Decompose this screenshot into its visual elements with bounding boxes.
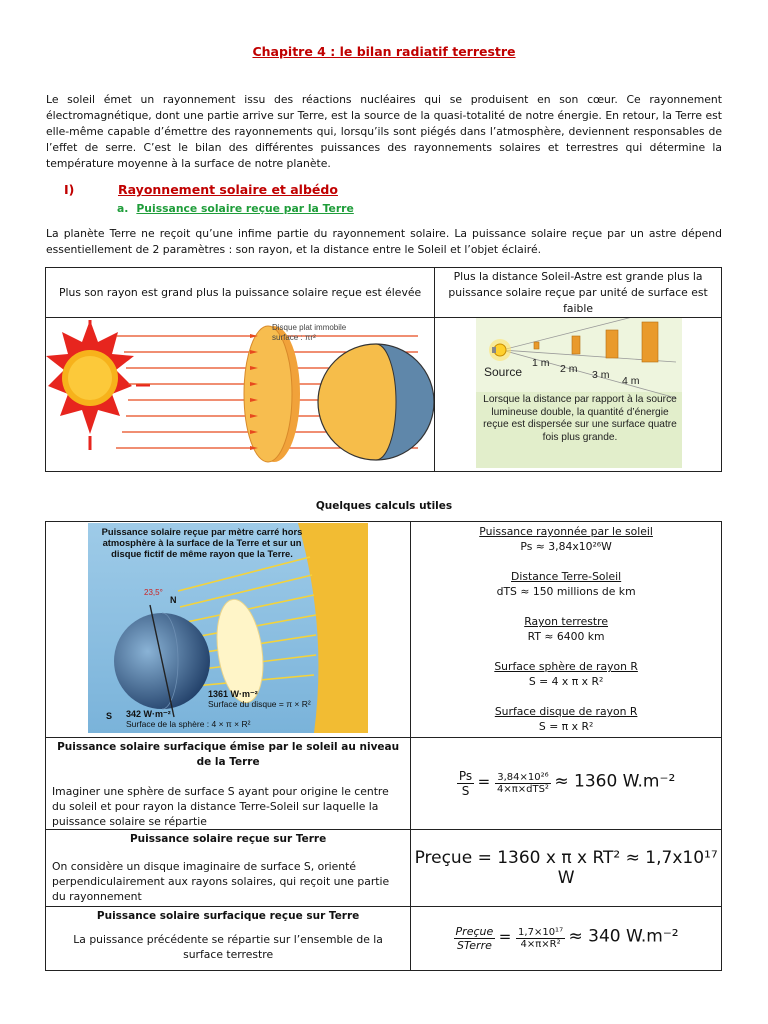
row3-formula-cell — [411, 830, 722, 907]
row3-formula: Preçue = 1360 x π x RT² ≈ 1,7x10¹⁷ W — [414, 848, 718, 888]
section-title: Rayonnement solaire et albédo — [118, 182, 338, 197]
second-paragraph: La planète Terre ne reçoit qu’une infime partie du rayonnement solaire. La puissance solaire reçue par un astre dépend essentiellement de 2 paramètres : son rayon, et la distance entre le Soleil et l’objet éclairé. — [46, 227, 722, 256]
distance-1m: 1 m — [531, 357, 550, 369]
row2-description-cell — [46, 738, 411, 830]
row2-fraction-2: 3,84×10²⁶ 4×π×dTS² — [496, 772, 549, 795]
row4-description-cell — [46, 907, 411, 971]
sphere-value: S = 4 x π x R² — [528, 675, 604, 688]
tilt-angle-label: 23,5° — [144, 588, 163, 597]
subsection-title: Puissance solaire reçue par la Terre — [136, 202, 354, 215]
col2-header: Plus la distance Soleil-Astre est grande plus la puissance solaire reçue par unité de surface est faible — [435, 268, 722, 318]
sphere-surface-formula: Surface de la sphère : 4 × π × R² — [126, 719, 251, 729]
row2-fraction-1: $\frac{Ps}{S}$ — [458, 769, 473, 798]
disk-flux-value: 1361 W·m⁻² — [208, 689, 258, 699]
inverse-square-figure — [436, 318, 721, 468]
flat-disk-shape — [244, 326, 300, 462]
dts-title: Distance Terre-Soleil — [511, 570, 622, 583]
disk-surface-formula: Surface du disque = π × R² — [208, 699, 311, 709]
page-title: Chapitre 4 : le bilan radiatif terrestre — [252, 44, 516, 59]
figure-caption: Puissance solaire reçue par mètre carré hors atmosphère à la surface de la Terre et sur un disque fictif de même rayon que la Terre. — [101, 526, 303, 559]
dts-value: dTS ≈ 150 millions de km — [496, 585, 636, 598]
subsection-letter: a. — [117, 202, 129, 215]
earth-sphere-shape — [318, 344, 434, 460]
rt-title: Rayon terrestre — [524, 615, 609, 628]
row2-text: Imaginer une sphère de surface S ayant pour origine le centre du soleil et pour rayon la distance Terre-Soleil sur laquelle la puissance solaire se répartie — [52, 785, 389, 828]
calc-title: Quelques calculs utiles — [315, 500, 453, 512]
ps-title: Puissance rayonnée par le soleil — [479, 525, 653, 538]
useful-data-cell — [411, 522, 722, 738]
row4-text: La puissance précédente se répartie sur l’ensemble de la surface terrestre — [73, 933, 383, 961]
ps-value: Ps ≈ 3,84x10²⁶W — [520, 540, 612, 553]
earth-figure-cell — [46, 522, 411, 738]
disk-title: Surface disque de rayon R — [494, 705, 638, 718]
sun-disk-earth-figure — [46, 318, 434, 468]
row2-formula-cell: $\frac{Ps}{S}$ = 3,84×10²⁶ 4×π×dTS² ≈ 1360 W.m⁻² — [411, 738, 722, 830]
sphere-flux-value: 342 W·m⁻² — [126, 709, 171, 719]
distance-caption: Lorsque la distance par rapport à la source lumineuse double, la quantité d’énergie reçue est dispersée sur une surface quatre fois plus grande. — [482, 394, 677, 443]
sphere-title: Surface sphère de rayon R — [494, 660, 638, 673]
section-number: I) — [64, 182, 75, 197]
distance-2m: 2 m — [559, 363, 578, 375]
row3-description-cell — [46, 830, 411, 907]
row2-result: ≈ 1360 W.m⁻² — [554, 771, 676, 792]
north-label: N — [170, 595, 177, 605]
row4-result: ≈ 340 W.m⁻² — [568, 926, 679, 947]
lightbulb-icon — [489, 339, 511, 361]
row4-fraction-1: Preçue STerre — [455, 925, 494, 952]
row4-heading: Puissance solaire surfacique reçue sur Terre — [96, 910, 360, 922]
disk-label-1: Disque plat immobile — [272, 323, 347, 332]
row3-text: On considère un disque imaginaire de surface S, orienté perpendiculairement aux rayons solaires, qui reçoit une partie du rayonnement — [52, 860, 390, 903]
distance-figure-cell — [435, 318, 722, 472]
comparison-table — [45, 267, 722, 472]
radius-figure-cell — [46, 318, 435, 472]
section-heading — [64, 182, 338, 197]
earth-sun-figure — [88, 523, 368, 733]
subsection-heading — [117, 202, 354, 215]
source-label: Source — [483, 365, 522, 379]
calculations-table — [45, 521, 722, 971]
row2-heading: Puissance solaire surfacique émise par le soleil au niveau de la Terre — [57, 741, 400, 768]
disk-label-2: surface : πr² — [272, 333, 316, 342]
rt-value: RT ≈ 6400 km — [527, 630, 605, 643]
row4-fraction-2: $\frac{\text{1,7×10¹⁷}}{\text{4×π×R²}}$ — [518, 927, 564, 950]
col1-header: Plus son rayon est grand plus la puissance solaire reçue est élevée — [46, 268, 435, 318]
distance-4m: 4 m — [621, 375, 640, 387]
south-label: S — [106, 711, 113, 721]
row4-formula-cell: Preçue STerre = $\frac{\text{1,7×10¹⁷}}{\text{4×π×R²}}$ ≈ 340 W.m⁻² — [411, 907, 722, 971]
intro-paragraph: Le soleil émet un rayonnement issu des réactions nucléaires qui se produisent en son cœur. Ce rayonnement électromagnétique, dont une partie arrive sur Terre, est la source de la quasi-totalité de notre énergie. En retour, la Terre est elle-même capable d’émettre des rayonnements qui, lorsqu’ils sont piégés dans l’atmosphère, deviennent responsables de l’effet de serre. C’est le bilan des différentes puissances des rayonnements solaires et terrestres qui détermine la température moyenne à la surface de notre planète. — [46, 93, 722, 170]
disk-value: S = π x R² — [538, 720, 594, 733]
row3-heading: Puissance solaire reçue sur Terre — [129, 833, 327, 845]
distance-3m: 3 m — [591, 369, 610, 381]
